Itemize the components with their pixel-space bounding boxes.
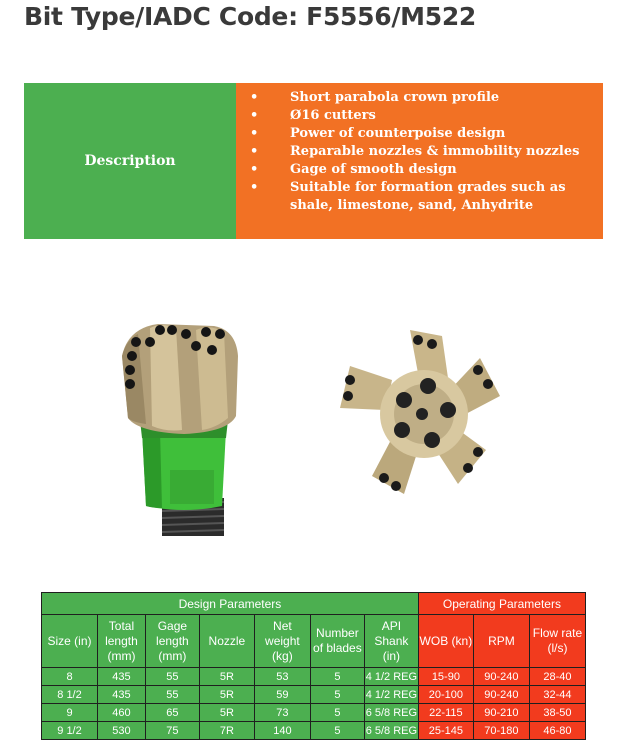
table-cell: 8 — [42, 668, 98, 686]
column-header: Flow rate (l/s) — [529, 615, 585, 668]
parameters-table — [41, 592, 586, 740]
table-cell: 53 — [254, 668, 310, 686]
table-cell: 46-80 — [529, 722, 585, 740]
table-row — [42, 704, 586, 722]
description-item: • Gage of smooth design — [236, 161, 603, 179]
table-cell: 75 — [145, 722, 199, 740]
table-cell: 55 — [145, 668, 199, 686]
column-header: API Shank (in) — [364, 615, 418, 668]
description-panel — [24, 83, 603, 239]
description-item: • Short parabola crown profile — [236, 89, 603, 107]
table-cell: 15-90 — [418, 668, 473, 686]
table-cell: 59 — [254, 686, 310, 704]
table-cell: 55 — [145, 686, 199, 704]
table-cell: 28-40 — [529, 668, 585, 686]
description-item: • Power of counterpoise design — [236, 125, 603, 143]
table-cell: 32-44 — [529, 686, 585, 704]
table-cell: 460 — [98, 704, 146, 722]
table-cell: 90-240 — [473, 668, 529, 686]
table-cell: 9 — [42, 704, 98, 722]
column-header: Nozzle — [199, 615, 254, 668]
table-cell: 435 — [98, 686, 146, 704]
table-cell: 4 1/2 REG — [364, 668, 418, 686]
description-list — [236, 83, 603, 239]
table-cell: 5 — [310, 704, 364, 722]
table-row — [42, 668, 586, 686]
column-header: Size (in) — [42, 615, 98, 668]
drill-bit-side-view — [122, 324, 238, 536]
description-item: • Ø16 cutters — [236, 107, 603, 125]
table-cell: 7R — [199, 722, 254, 740]
column-header: Number of blades — [310, 615, 364, 668]
table-cell: 73 — [254, 704, 310, 722]
table-row — [42, 686, 586, 704]
table-cell: 5R — [199, 686, 254, 704]
description-item: • Suitable for formation grades such as shale, limestone, sand, Anhydrite — [236, 179, 603, 215]
description-item: • Reparable nozzles & immobility nozzles — [236, 143, 603, 161]
table-cell: 38-50 — [529, 704, 585, 722]
table-cell: 65 — [145, 704, 199, 722]
table-cell: 8 1/2 — [42, 686, 98, 704]
table-cell: 5R — [199, 704, 254, 722]
table-cell: 4 1/2 REG — [364, 686, 418, 704]
description-label: Description — [24, 83, 236, 239]
table-cell: 22-115 — [418, 704, 473, 722]
column-header: RPM — [473, 615, 529, 668]
operating-parameters-header: Operating Parameters — [418, 593, 585, 615]
table-cell: 140 — [254, 722, 310, 740]
design-parameters-header: Design Parameters — [42, 593, 419, 615]
table-cell: 5 — [310, 668, 364, 686]
table-cell: 9 1/2 — [42, 722, 98, 740]
table-cell: 435 — [98, 668, 146, 686]
table-cell: 6 5/8 REG — [364, 704, 418, 722]
column-header: Net weight (kg) — [254, 615, 310, 668]
table-cell: 530 — [98, 722, 146, 740]
table-cell: 6 5/8 REG — [364, 722, 418, 740]
column-header: Gage length (mm) — [145, 615, 199, 668]
page-title: Bit Type/IADC Code: F5556/M522 — [24, 2, 477, 31]
table-cell: 20-100 — [418, 686, 473, 704]
table-cell: 5 — [310, 686, 364, 704]
table-cell: 90-240 — [473, 686, 529, 704]
table-cell: 5 — [310, 722, 364, 740]
table-row — [42, 722, 586, 740]
drill-bit-top-view — [340, 330, 506, 494]
product-images — [0, 300, 619, 550]
table-cell: 5R — [199, 668, 254, 686]
column-header: WOB (kn) — [418, 615, 473, 668]
table-cell: 70-180 — [473, 722, 529, 740]
table-cell: 25-145 — [418, 722, 473, 740]
column-header: Total length (mm) — [98, 615, 146, 668]
table-cell: 90-210 — [473, 704, 529, 722]
